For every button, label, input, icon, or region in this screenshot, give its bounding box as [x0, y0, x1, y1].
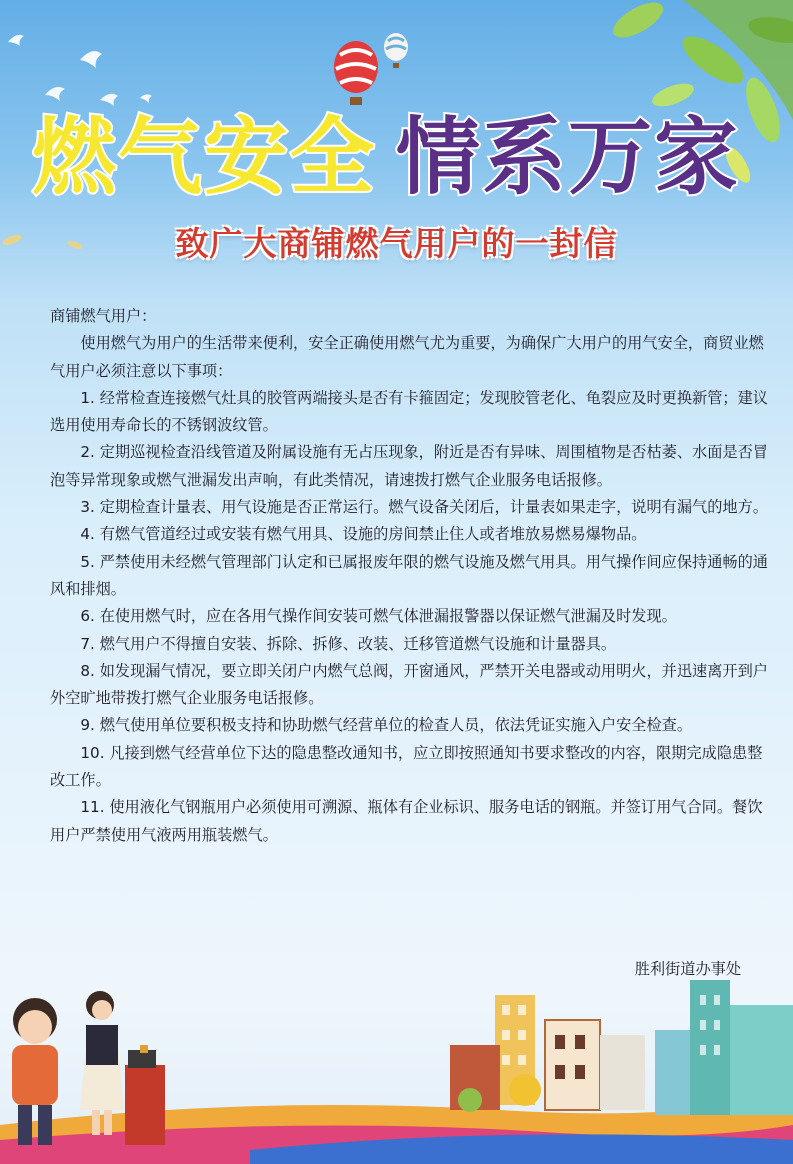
- item-8: 8. 如发现漏气情况，要立即关闭户内燃气总阀，开窗通风，严禁开关电器或动用明火，并迅速离开到户外空旷地带拨打燃气企业服务电话报修。: [50, 661, 768, 708]
- item-7: 7. 燃气用户不得擅自安装、拆除、拆修、改装、迁移管道燃气设施和计量器具。: [80, 634, 617, 653]
- item-6: 6. 在使用燃气时，应在各用气操作间安装可燃气体泄漏报警器以保证燃气泄漏及时发现。: [80, 607, 677, 626]
- item-11: 11. 使用液化气钢瓶用户必须使用可溯源、瓶体有企业标识、服务电话的钢瓶。并签订用气合同。餐饮用户严禁使用气液两用瓶装燃气。: [50, 798, 763, 844]
- city-illustration: [0, 975, 793, 1164]
- item-3: 3. 定期检查计量表、用气设施是否正常运行。燃气设备关闭后，计量表如果走字，说明有漏气的地方。: [80, 498, 768, 517]
- letter-body: [50, 303, 775, 849]
- item-10: 10. 凡接到燃气经营单位下达的隐患整改通知书，应立即按照通知书要求整改的内容，限期完成隐患整改工作。: [50, 743, 763, 790]
- intro-paragraph: 使用燃气为用户的生活带来便利，安全正确使用燃气尤为重要，为确保广大用户的用气安全，商贸业燃气用户必须注意以下事项：: [50, 334, 764, 380]
- item-9: 9. 燃气使用单位要积极支持和协助燃气经营单位的检查人员，依法凭证实施入户安全检查。: [80, 716, 693, 735]
- headline: [20, 100, 780, 210]
- item-4: 4. 有燃气管道经过或安装有燃气用具、设施的房间禁止住人或者堆放易燃易爆物品。: [80, 525, 647, 544]
- item-2: 2. 定期巡视检查沿线管道及附属设施有无占压现象，附近是否有异味、周围植物是否枯萎、水面是否冒泡等异常现象或燃气泄漏发出声响，有此类情况，请速拨打燃气企业服务电话报修。: [50, 443, 768, 489]
- signature: 胜利街道办事处: [634, 960, 741, 978]
- letter-title: 致广大商铺燃气用户的一封信: [175, 224, 618, 263]
- salutation: 商铺燃气用户：: [50, 307, 157, 325]
- item-5: 5. 严禁使用未经燃气管理部门认定和已属报废年限的燃气设施及燃气用具。用气操作间应保持通畅的通风和排烟。: [50, 552, 768, 598]
- headline-part2: 情系万家: [396, 108, 741, 206]
- item-1: 1. 经常检查连接燃气灶具的胶管两端接头是否有卡箍固定；发现胶管老化、龟裂应及时更换新管；建议选用使用寿命长的不锈钢波纹管。: [50, 388, 768, 435]
- headline-part1: 燃气安全: [32, 108, 377, 206]
- buildings: [450, 980, 793, 1115]
